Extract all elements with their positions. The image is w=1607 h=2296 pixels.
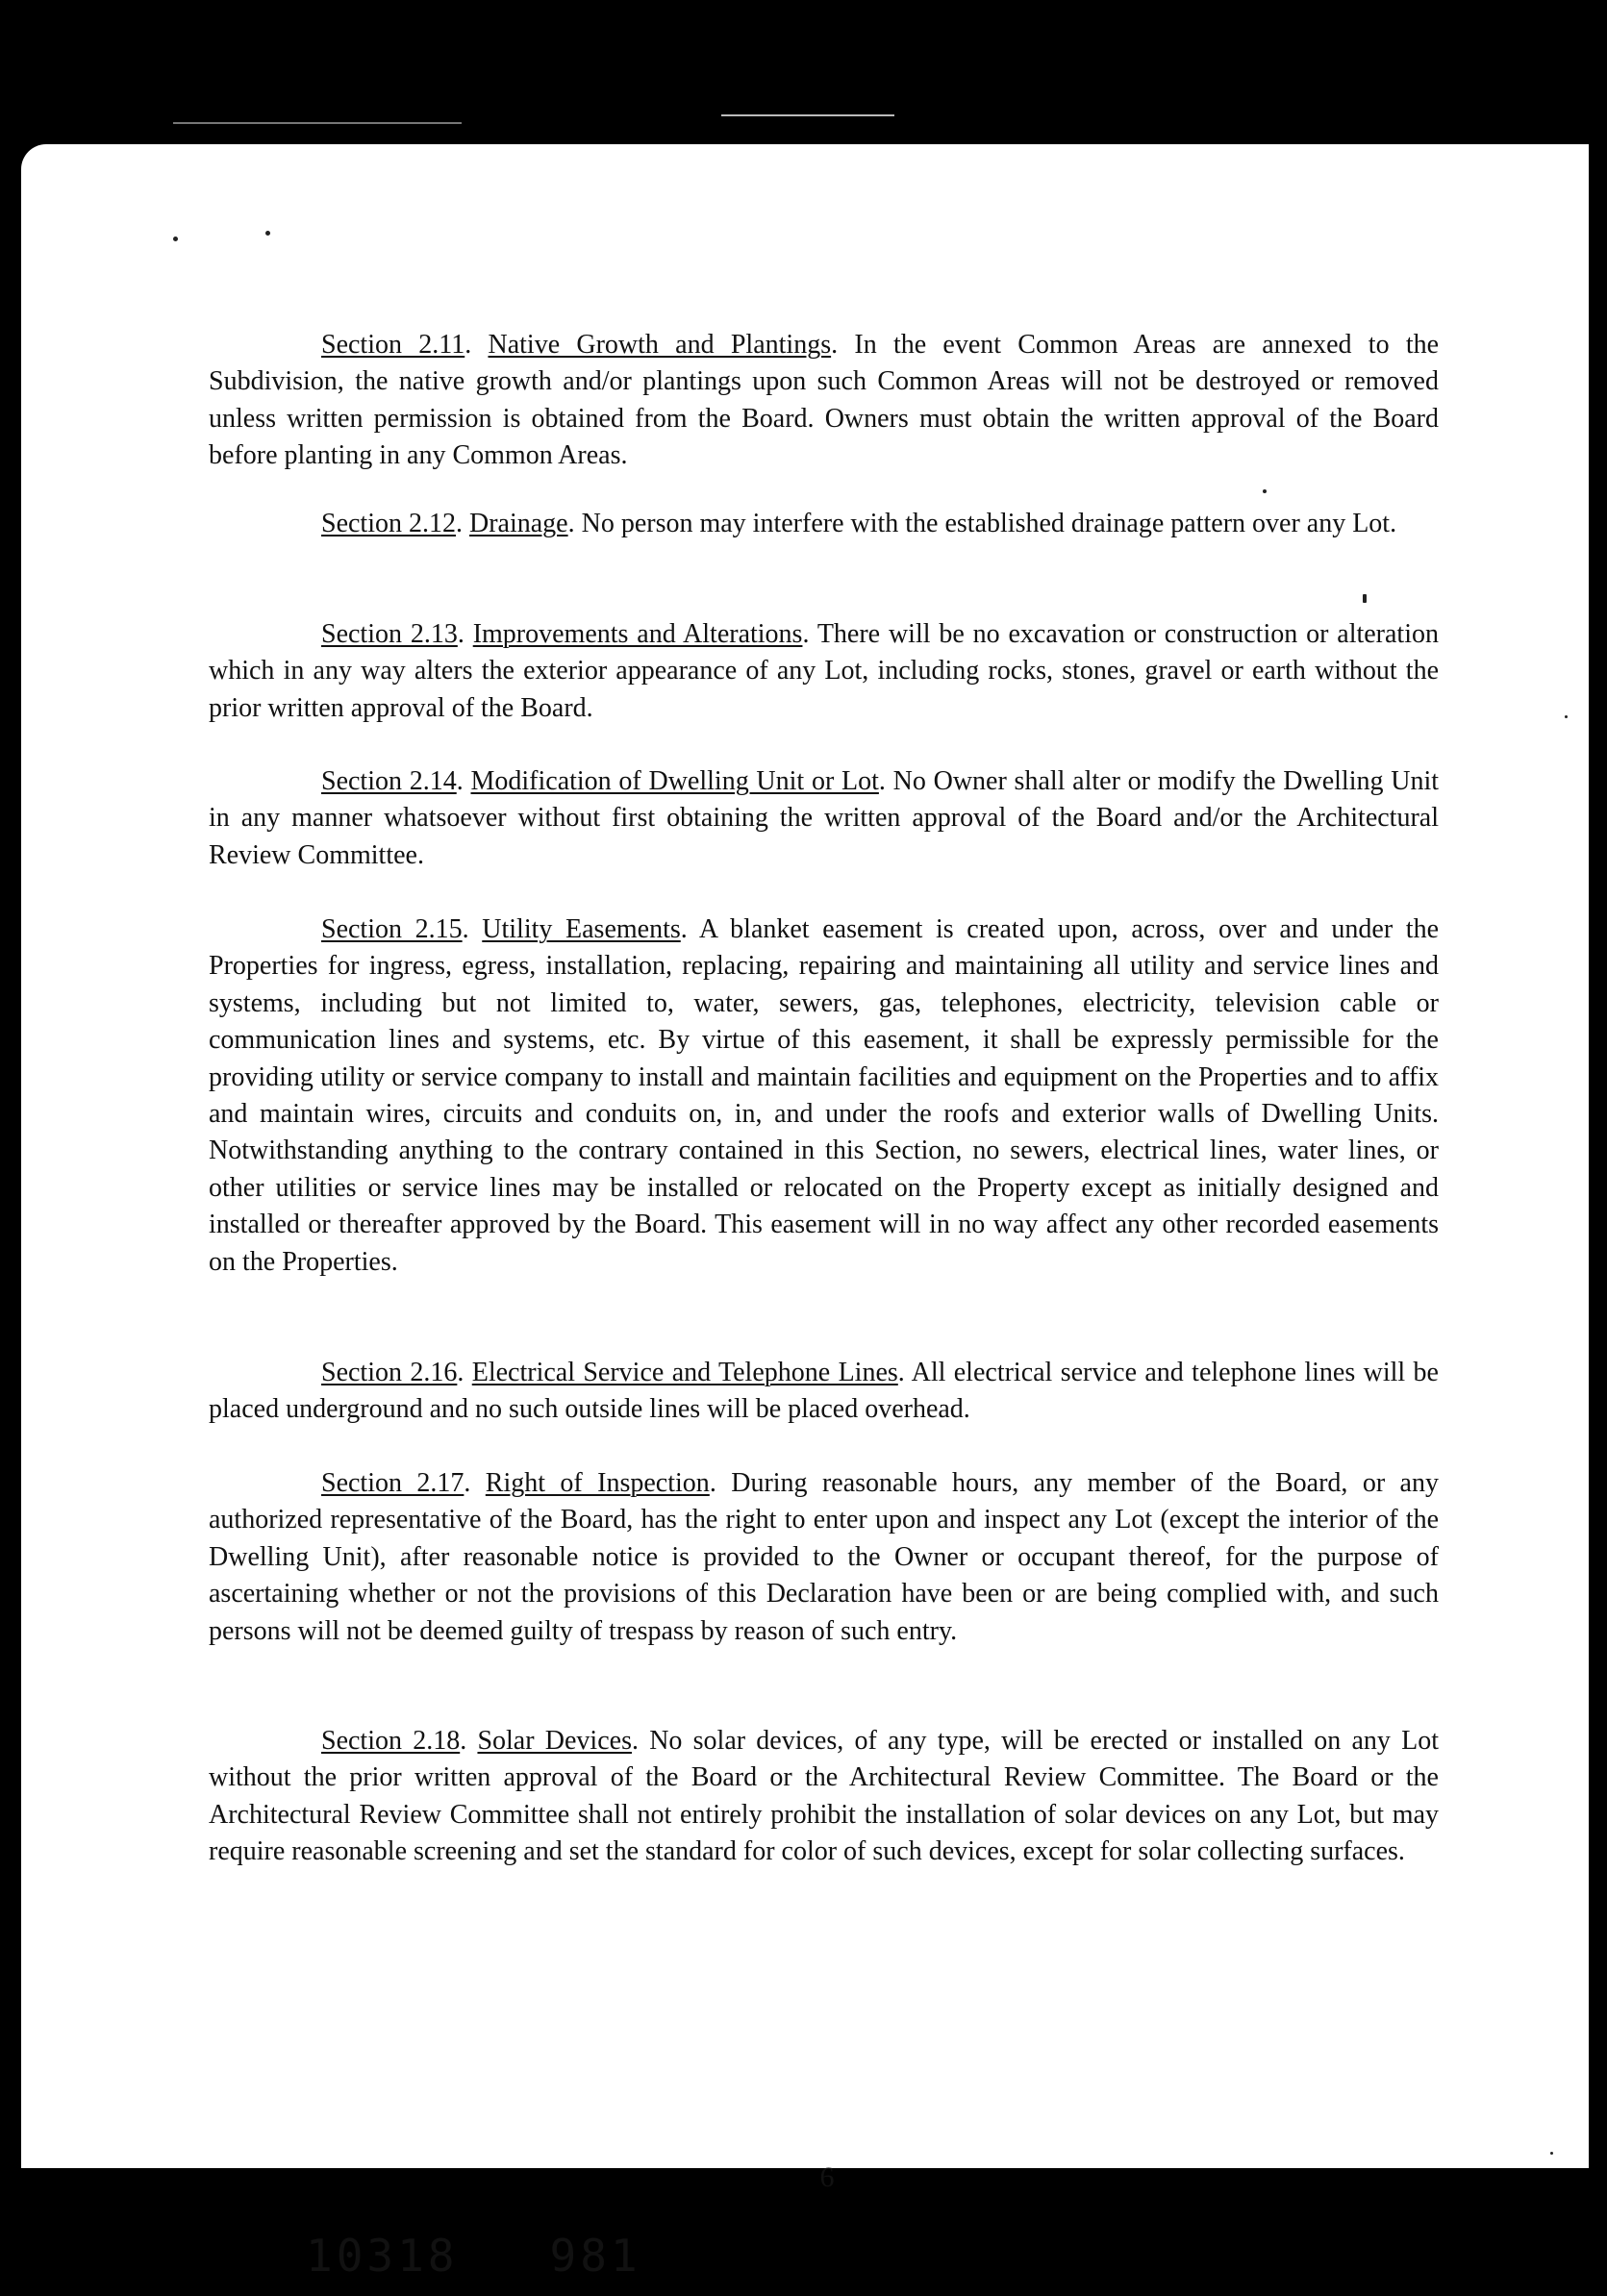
section-number: Section 2.12	[321, 509, 456, 538]
section-2-11: Section 2.11. Native Growth and Plantings. In the event Common Areas are annexed to the Subdivision, the native growth and/or plantings upon such Common Areas will not be destroyed or removed unless written permission is obtained from the Board. Owners must obtain the written approval of the Board before planting in any Common Areas.	[209, 330, 1440, 471]
section-2-18: Section 2.18. Solar Devices. No solar devices, of any type, will be erected or installed on any Lot without the prior written approval of the Board or the Architectural Review Committee. The Board or the Architectural Review Committee shall not entirely prohibit the installation of solar devices on any Lot, but may require reasonable screening and set the standard for color of such devices, except for solar collecting surfaces.	[209, 1726, 1440, 1867]
section-number: Section 2.18	[321, 1726, 461, 1756]
scan-speck	[1363, 594, 1367, 603]
section-2-13: Section 2.13. Improvements and Alterations. There will be no excavation or construction or alteration which in any way alters the exterior appearance of any Lot, including rocks, stones, gravel or earth without the prior written approval of the Board.	[209, 619, 1439, 723]
section-2-15: Section 2.15. Utility Easements. A blanket easement is created upon, across, over and under the Properties for ingress, egress, installation, replacing, repairing and maintaining all utility and service lines and systems, including but not limited to, water, sewers, gas, telephones, electricity, television cable or communication lines and systems, etc. By virtue of this easement, it shall be expressly permissible for the providing utility or service company to install and maintain facilities and equipment on the Properties and to affix and maintain wires, circuits and conduits on, in, and under the roofs and exterior walls of Dwelling Units. Notwithstanding anything to the contrary contained in this Section, no sewers, electrical lines, water lines, or other utilities or service lines may be installed or relocated on the Property except as initially designed and installed or thereafter approved by the Board. This easement will in no way affect any other recorded easements on the Properties.	[209, 914, 1440, 1277]
section-2-17: Section 2.17. Right of Inspection. During reasonable hours, any member of the Board, or any authorized representative of the Board, has the right to enter upon and inspect any Lot (except the interior of the Dwelling Unit), after reasonable notice is provided to the Owner or occupant thereof, for the purpose of ascertaining whether or not the provisions of this Declaration have been or are being complied with, and such persons will not be deemed guilty of trespass by reason of such entry.	[209, 1468, 1439, 1646]
section-number: Section 2.17	[321, 1468, 465, 1498]
section-body: During reasonable hours, any member of the Board, or any authorized representative of the Board, has the right to enter upon and inspect any Lot (except the interior of the Dwelling Unit), after reasonable notice is provided to the Owner or occupant thereof, for the purpose of ascertaining whether or not the provisions of this Declaration have been or are being complied with, and such persons will not be deemed guilty of trespass by reason of such entry.	[209, 1468, 1439, 1646]
page-number: 6	[819, 2161, 835, 2193]
scan-speck	[265, 231, 270, 236]
section-number: Section 2.16	[321, 1358, 458, 1387]
scan-edge-line	[173, 122, 462, 124]
section-title: Right of Inspection	[485, 1468, 710, 1498]
section-body: No solar devices, of any type, will be erected or installed on any Lot without the prior written approval of the Board or the Architectural Review Committee. The Board or the Architectural Review Committee shall not entirely prohibit the installation of solar devices on any Lot, but may require reasonable screening and set the standard for color of such devices, except for solar collecting surfaces.	[209, 1726, 1440, 1867]
scan-edge-line	[721, 114, 894, 116]
section-body: There will be no excavation or construction or alteration which in any way alters the exterior appearance of any Lot, including rocks, stones, gravel or earth without the prior written approval of the Board.	[209, 619, 1439, 723]
section-title: Modification of Dwelling Unit or Lot	[470, 766, 879, 796]
section-title: Solar Devices	[477, 1726, 632, 1756]
section-body: No person may interfere with the established drainage pattern over any Lot.	[581, 509, 1397, 538]
section-title: Utility Easements	[482, 914, 681, 944]
scan-speck	[173, 237, 178, 241]
document-page	[21, 144, 1589, 2282]
section-title: Improvements and Alterations	[472, 619, 803, 649]
scan-speck	[1550, 2152, 1553, 2155]
section-number: Section 2.15	[321, 914, 463, 944]
section-number: Section 2.14	[321, 766, 457, 796]
section-body: In the event Common Areas are annexed to the Subdivision, the native growth and/or plantings upon such Common Areas will not be destroyed or removed unless written permission is obtained from the Board. Owners must obtain the written approval of the Board before planting in any Common Areas.	[209, 330, 1440, 471]
section-title: Native Growth and Plantings	[488, 330, 832, 360]
section-number: Section 2.11	[321, 330, 465, 360]
section-title: Electrical Service and Telephone Lines	[471, 1358, 898, 1387]
scan-speck	[1565, 715, 1568, 718]
section-body: All electrical service and telephone lines will be placed underground and no such outside lines will be placed overhead.	[209, 1358, 1439, 1425]
scan-speck	[1263, 489, 1267, 493]
section-body: No Owner shall alter or modify the Dwelling Unit in any manner whatsoever without first obtaining the written approval of the Board and/or the Architectural Review Committee.	[209, 766, 1440, 870]
section-title: Drainage	[469, 509, 568, 538]
section-number: Section 2.13	[321, 619, 458, 649]
section-2-12: Section 2.12. Drainage. No person may interfere with the established drainage pattern over any Lot.	[321, 509, 1397, 538]
section-2-14: Section 2.14. Modification of Dwelling Unit or Lot. No Owner shall alter or modify the Dwelling Unit in any manner whatsoever without first obtaining the written approval of the Board and/or the Architectural Review Committee.	[209, 766, 1440, 870]
section-2-16: Section 2.16. Electrical Service and Telephone Lines. All electrical service and telephone lines will be placed underground and no such outside lines will be placed overhead.	[209, 1358, 1439, 1425]
section-body: A blanket easement is created upon, across, over and under the Properties for ingress, egress, installation, replacing, repairing and maintaining all utility and service lines and systems, including but not limited to, water, sewers, gas, telephones, electricity, television cable or communication lines and systems, etc. By virtue of this easement, it shall be expressly permissible for the providing utility or service company to install and maintain facilities and equipment on the Properties and to affix and maintain wires, circuits and conduits on, in, and under the roofs and exterior walls of Dwelling Units. Notwithstanding anything to the contrary contained in this Section, no sewers, electrical lines, water lines, or other utilities or service lines may be installed or relocated on the Property except as initially designed and installed or thereafter approved by the Board. This easement will in no way affect any other recorded easements on the Properties.	[209, 914, 1440, 1277]
record-stamp: 10318 981	[306, 2230, 641, 2282]
